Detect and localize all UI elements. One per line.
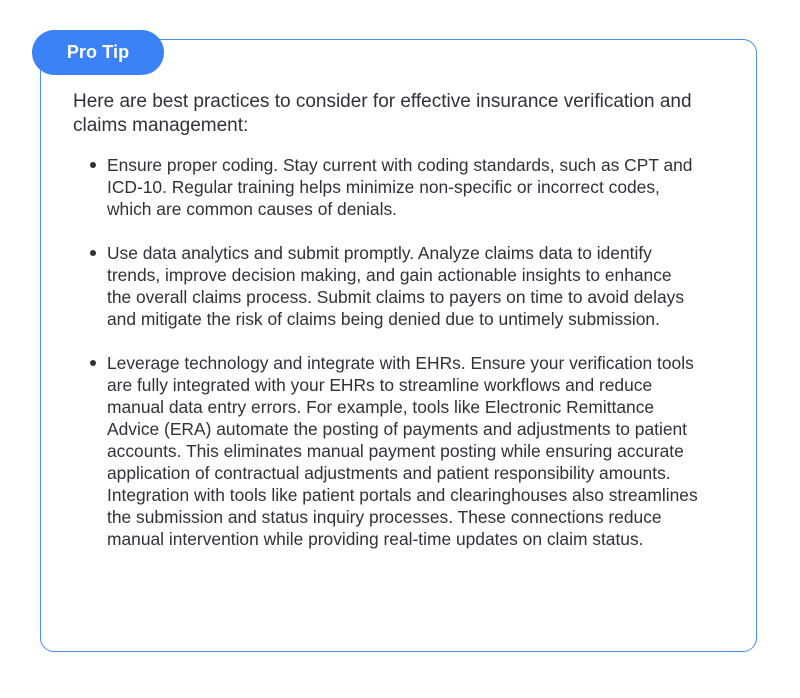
tip-item-analytics xyxy=(88,242,698,330)
tips-list xyxy=(88,154,698,550)
intro-text: Here are best practices to consider for effective insurance verification and claims management: xyxy=(73,91,692,136)
tip-text: Leverage technology and integrate with EHRs. Ensure your verification tools are fully integrated with your EHRs to streamline workflows and reduce manual data entry errors. For example, tools like Electronic Remittance Advice (ERA) automate the posting of payments and adjustments to patient accounts. This eliminates manual payment posting while ensuring accurate application of contractual adjustments and patient responsibility amounts. Integration with tools like patient portals and clearinghouses also streamlines the submission and status inquiry processes. These connections reduce manual intervention while providing real-time updates on claim status. xyxy=(107,353,698,549)
bullet-icon xyxy=(90,162,96,168)
bullet-icon xyxy=(90,360,96,366)
bullet-icon xyxy=(90,250,96,256)
tip-item-coding xyxy=(88,154,698,220)
pro-tip-badge: Pro Tip xyxy=(32,30,164,75)
tip-item-technology xyxy=(88,352,698,550)
tip-text: Use data analytics and submit promptly. Analyze claims data to identify trends, improve decision making, and gain actionable insights to enhance the overall claims process. Submit claims to payers on time to avoid delays and mitigate the risk of claims being denied due to untimely submission. xyxy=(107,243,685,329)
tip-text: Ensure proper coding. Stay current with coding standards, such as CPT and ICD-10. Regular training helps minimize non-specific or incorrect codes, which are common causes of denials. xyxy=(107,155,693,219)
